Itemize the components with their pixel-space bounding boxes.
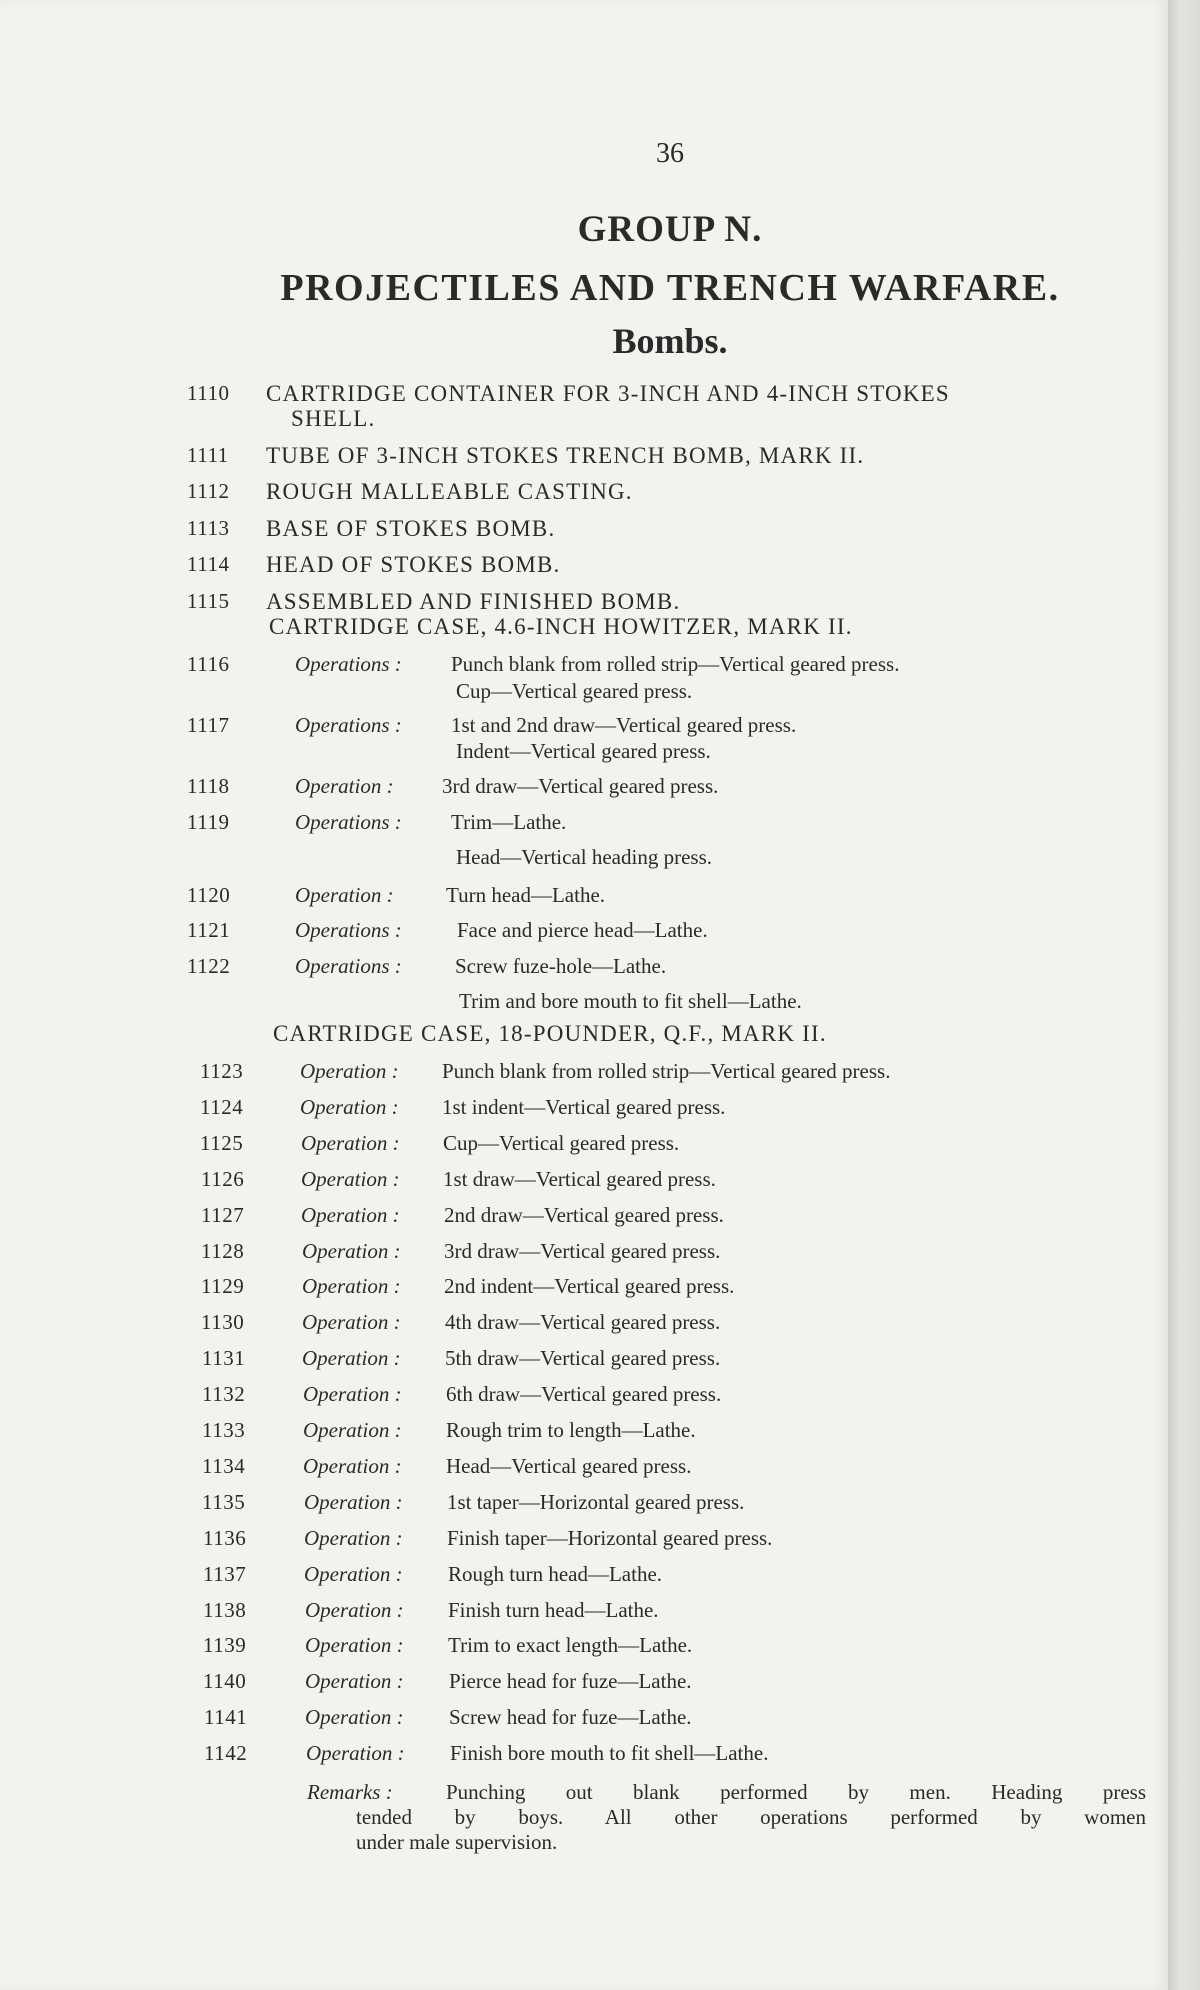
remarks-text: tended by boys. All other operations performed by women [356,1805,1146,1829]
item-text: CARTRIDGE CONTAINER FOR 3-INCH AND 4-INCH STOKES [266,381,950,406]
item-text: ROUGH MALLEABLE CASTING. [266,479,633,504]
operation-text: 2nd indent—Vertical geared press. [444,1274,735,1298]
operation-text: 2nd draw—Vertical geared press. [444,1203,724,1227]
subsection-heading: CARTRIDGE CASE, 4.6-INCH HOWITZER, MARK II. [269,614,853,639]
operation-text: Finish bore mouth to fit shell—Lathe. [450,1741,769,1765]
operation-text: Face and pierce head—Lathe. [457,918,708,942]
item-number: 1133 [202,1418,246,1442]
item-number: 1141 [204,1705,248,1729]
operation-label: Operation : [295,774,394,798]
item-number: 1115 [187,589,230,613]
operation-label: Operations : [295,652,402,676]
item-number: 1139 [203,1633,247,1657]
item-number: 1111 [187,443,229,467]
remarks-text: under male supervision. [356,1830,558,1854]
operation-text: Head—Vertical geared press. [446,1454,692,1478]
operation-text: 1st indent—Vertical geared press. [442,1095,726,1119]
operation-label: Operation : [303,1418,402,1442]
operation-label: Operations : [295,918,402,942]
operation-label: Operation : [304,1490,403,1514]
item-number: 1126 [201,1167,245,1191]
operation-text: Screw fuze-hole—Lathe. [455,954,667,978]
item-number: 1138 [203,1598,247,1622]
subsection-heading: CARTRIDGE CASE, 18-POUNDER, Q.F., MARK II. [273,1021,827,1046]
operation-label: Operation : [301,1203,400,1227]
item-text: BASE OF STOKES BOMB. [266,516,556,541]
operation-text: 3rd draw—Vertical geared press. [444,1239,721,1263]
operation-label: Operation : [295,883,394,907]
operation-text: Punch blank from rolled strip—Vertical geared press. [442,1059,891,1083]
operation-label: Operation : [302,1346,401,1370]
group-heading: GROUP N. [577,209,763,250]
operation-text: Cup—Vertical geared press. [443,1131,680,1155]
remarks-label: Remarks : [307,1780,393,1804]
item-number: 1140 [203,1669,247,1693]
item-text: TUBE OF 3-INCH STOKES TRENCH BOMB, MARK II. [266,443,865,468]
operation-label: Operation : [300,1095,399,1119]
item-number: 1117 [187,713,230,737]
operation-label: Operation : [305,1705,404,1729]
operation-text: Trim to exact length—Lathe. [448,1633,693,1657]
item-number: 1121 [187,918,231,942]
operation-text: 1st taper—Horizontal geared press. [447,1490,745,1514]
item-number: 1114 [187,552,230,576]
operation-text: 1st draw—Vertical geared press. [443,1167,716,1191]
item-number: 1134 [202,1454,246,1478]
operation-text: 6th draw—Vertical geared press. [446,1382,722,1406]
operation-label: Operation : [306,1741,405,1765]
item-number: 1142 [204,1741,248,1765]
item-number: 1129 [201,1274,245,1298]
item-number: 1110 [187,381,230,405]
operation-label: Operations : [295,954,402,978]
page-title: PROJECTILES AND TRENCH WARFARE. [280,267,1060,309]
item-number: 1122 [187,954,231,978]
operation-text: 3rd draw—Vertical geared press. [442,774,719,798]
item-number: 1125 [200,1131,244,1155]
item-number: 1128 [201,1239,245,1263]
operation-label: Operation : [300,1059,399,1083]
operation-text: Trim and bore mouth to fit shell—Lathe. [459,989,802,1013]
item-number: 1132 [202,1382,246,1406]
operation-label: Operations : [295,810,402,834]
operation-text: 5th draw—Vertical geared press. [445,1346,721,1370]
operation-text: Rough trim to length—Lathe. [446,1418,696,1442]
operation-text: Trim—Lathe. [451,810,567,834]
item-number: 1116 [187,652,230,676]
operation-label: Operation : [302,1310,401,1334]
operation-label: Operation : [303,1382,402,1406]
item-number: 1135 [202,1490,246,1514]
operation-text: Finish taper—Horizontal geared press. [447,1526,773,1550]
operation-text: Pierce head for fuze—Lathe. [449,1669,692,1693]
operation-text: Indent—Vertical geared press. [456,739,711,763]
operation-label: Operation : [302,1274,401,1298]
operation-label: Operation : [303,1454,402,1478]
item-number: 1130 [201,1310,245,1334]
operation-label: Operation : [304,1526,403,1550]
operation-text: Turn head—Lathe. [446,883,606,907]
item-number: 1119 [187,810,230,834]
item-number: 1136 [203,1526,247,1550]
operation-text: Head—Vertical heading press. [456,845,712,869]
item-number: 1124 [200,1095,244,1119]
operation-text: Punch blank from rolled strip—Vertical geared press. [451,652,900,676]
item-number: 1120 [187,883,231,907]
operation-label: Operation : [302,1239,401,1263]
operation-text: Screw head for fuze—Lathe. [449,1705,692,1729]
item-text: ASSEMBLED AND FINISHED BOMB. [266,589,681,614]
operation-text: Rough turn head—Lathe. [448,1562,663,1586]
remarks-text: Punching out blank performed by men. Heading press [446,1780,1146,1804]
page-number: 36 [656,138,684,169]
section-heading: Bombs. [612,321,728,361]
item-number: 1137 [203,1562,247,1586]
operation-label: Operation : [301,1131,400,1155]
operation-label: Operation : [305,1633,404,1657]
operation-text: Finish turn head—Lathe. [448,1598,659,1622]
item-text: HEAD OF STOKES BOMB. [266,552,561,577]
item-number: 1112 [187,479,230,503]
operation-label: Operation : [301,1167,400,1191]
item-number: 1118 [187,774,230,798]
operation-text: 1st and 2nd draw—Vertical geared press. [451,713,797,737]
item-text: SHELL. [291,406,376,431]
item-number: 1127 [201,1203,245,1227]
operation-text: 4th draw—Vertical geared press. [445,1310,721,1334]
operation-label: Operation : [305,1669,404,1693]
operation-label: Operation : [305,1598,404,1622]
item-number: 1131 [202,1346,246,1370]
item-number: 1113 [187,516,230,540]
operation-label: Operations : [295,713,402,737]
operation-text: Cup—Vertical geared press. [456,679,693,703]
page-edge [1168,0,1200,1990]
item-number: 1123 [200,1059,244,1083]
operation-label: Operation : [304,1562,403,1586]
